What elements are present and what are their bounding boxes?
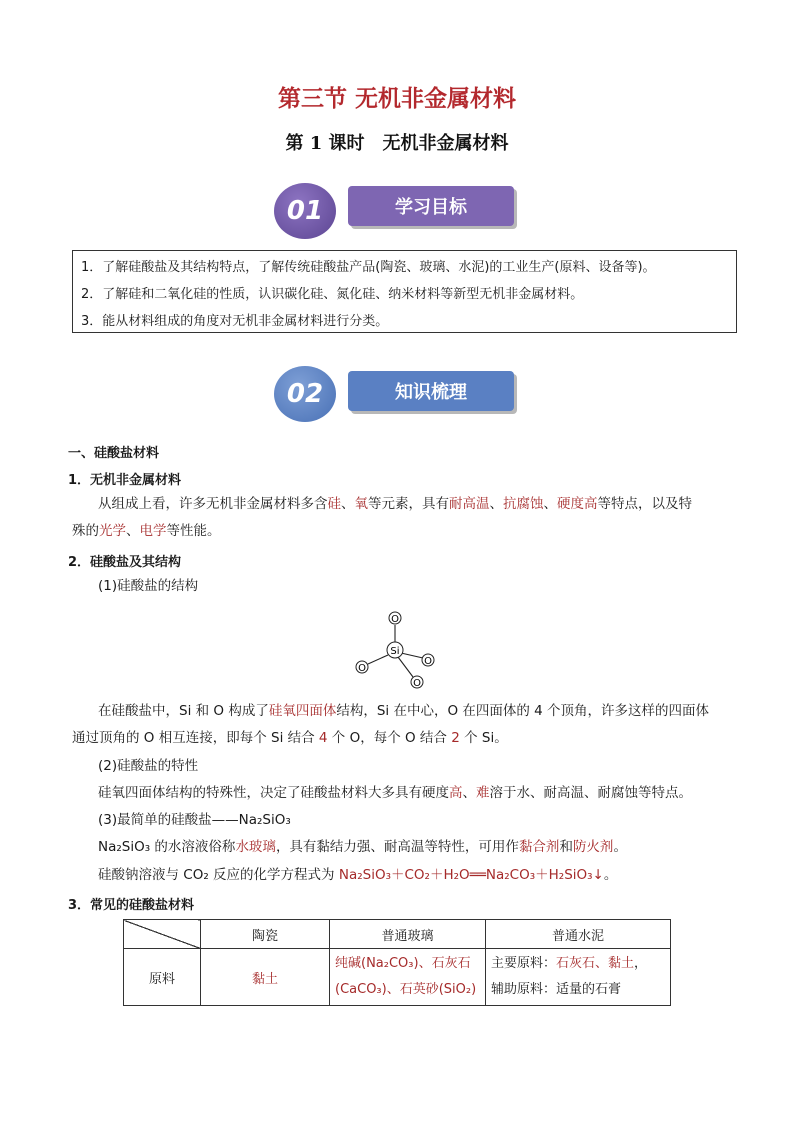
paragraph-water-glass: Na₂SiO₃ 的水溶液俗称水玻璃，具有黏结力强、耐高温等特性，可用作黏合剂和防火剂。	[98, 839, 627, 855]
paragraph-composition-line2: 殊的光学、电学等性能。	[72, 523, 221, 539]
subheading-properties: (2)硅酸盐的特性	[98, 758, 199, 774]
table-cell-ceramic: 黏土	[201, 949, 330, 1006]
table-header-glass: 普通玻璃	[330, 920, 486, 949]
table-cell-glass: 纯碱(Na₂CO₃)、石灰石(CaCO₃)、石英砂(SiO₂)	[330, 949, 486, 1006]
goals-box	[72, 250, 737, 333]
goal-item: 2．了解硅和二氧化硅的性质，认识碳化硅、氮化硅、纳米材料等新型无机非金属材料。	[81, 287, 584, 302]
section-banner-knowledge	[270, 366, 530, 426]
table-header-cement: 普通水泥	[486, 920, 671, 949]
silicate-tetrahedron-diagram	[350, 608, 440, 690]
section-number-01: 01	[274, 183, 336, 239]
section-number-02: 02	[274, 366, 336, 422]
section-label-goals: 学习目标	[348, 186, 514, 226]
chemical-equation: Na₂SiO₃＋CO₂＋H₂O══Na₂CO₃＋H₂SiO₃↓	[338, 867, 604, 883]
silicate-materials-table	[123, 919, 671, 1006]
subheading-structure: (1)硅酸盐的结构	[98, 578, 199, 594]
si-label: Si	[390, 646, 400, 657]
table-row-label: 原料	[124, 949, 201, 1006]
o-label: O	[424, 656, 432, 667]
table-cell-cement: 主要原料：石灰石、黏土， 辅助原料：适量的石膏	[486, 949, 671, 1006]
section-label-knowledge: 知识梳理	[348, 371, 514, 411]
paragraph-structure-line2: 通过顶角的 O 相互连接，即每个 Si 结合 4 个 O，每个 O 结合 2 个 Si。	[72, 730, 508, 746]
paragraph-reaction-equation: 硅酸钠溶液与 CO₂ 反应的化学方程式为 Na₂SiO₃＋CO₂＋H₂O══Na₂CO₃＋H₂SiO₃↓。	[98, 867, 618, 883]
goal-item: 1．了解硅酸盐及其结构特点，了解传统硅酸盐产品(陶瓷、玻璃、水泥)的工业生产(原料、设备等)。	[81, 260, 656, 275]
o-label: O	[358, 663, 366, 674]
table-header-row	[124, 920, 671, 949]
heading-silicate-structure: 2．硅酸盐及其结构	[68, 555, 182, 570]
o-label: O	[413, 678, 421, 689]
goal-item: 3．能从材料组成的角度对无机非金属材料进行分类。	[81, 314, 389, 329]
table-row	[124, 949, 671, 1006]
heading-inorganic-materials: 1．无机非金属材料	[68, 473, 182, 488]
heading-silicate-materials: 一、硅酸盐材料	[68, 446, 160, 461]
heading-common-silicates: 3．常见的硅酸盐材料	[68, 898, 195, 913]
paragraph-structure-line1: 在硅酸盐中，Si 和 O 构成了硅氧四面体结构，Si 在中心，O 在四面体的 4 个顶角，许多这样的四面体	[98, 703, 710, 719]
paragraph-properties: 硅氧四面体结构的特殊性，决定了硅酸盐材料大多具有硬度高、难溶于水、耐高温、耐腐蚀等特点。	[98, 785, 692, 801]
section-banner-goals	[270, 183, 530, 243]
table-corner-cell	[124, 920, 201, 949]
o-label: O	[391, 614, 399, 625]
paragraph-composition-line1: 从组成上看，许多无机非金属材料多含硅、氧等元素，具有耐高温、抗腐蚀、硬度高等特点，以及特	[98, 496, 692, 512]
lesson-subtitle: 第 1 课时 无机非金属材料	[285, 133, 509, 154]
page-title: 第三节 无机非金属材料	[277, 85, 516, 112]
subheading-simplest-silicate: (3)最简单的硅酸盐——Na₂SiO₃	[98, 812, 291, 828]
table-header-ceramic: 陶瓷	[201, 920, 330, 949]
